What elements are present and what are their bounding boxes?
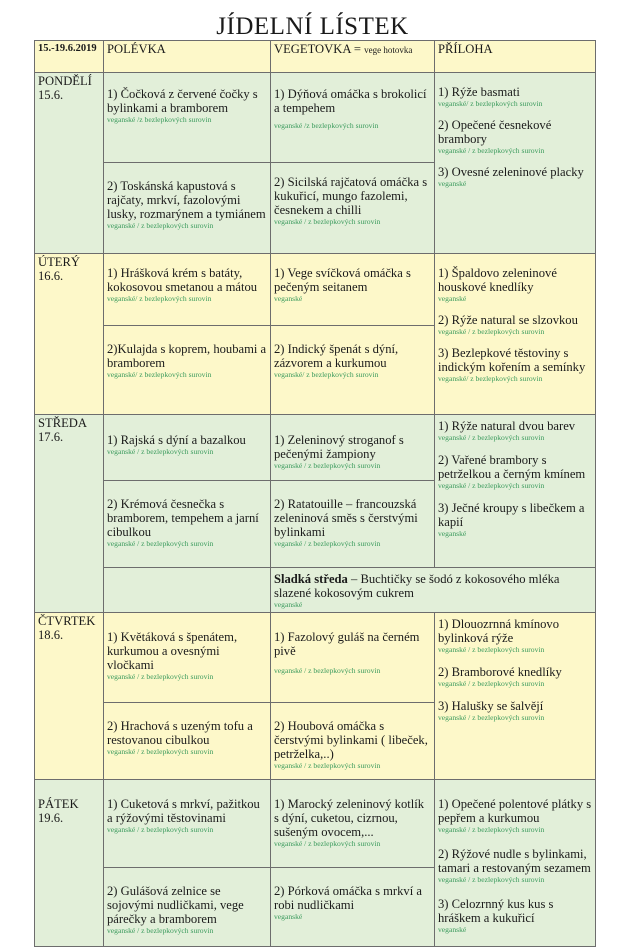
side-cell: 1) Dlouozrnná kmínovo bylinková rýže veganské / z bezlepkových surovin 2) Bramborové knedlíky veganské / z bezlepkových surovin 3) Halušky se šalvějí veganské / z bezlepkových surovin xyxy=(435,613,596,780)
main-cell: 1) Fazolový guláš na černém pivě veganské / z bezlepkových surovin xyxy=(271,613,435,703)
main-cell: 2) Ratatouille – francouzská zeleninová směs s čerstvými bylinkami veganské / z bezlepkových surovin xyxy=(271,481,435,568)
header-veg: VEGETOVKA = vege hotovka xyxy=(271,41,435,73)
soup-cell: 2) Toskánská kapustová s rajčaty, mrkví, fazolovými lusky, rozmarýnem a tymiánem veganské / z bezlepkových surovin xyxy=(104,163,271,254)
main-cell: 2) Indický špenát s dýní, zázvorem a kurkumou veganské/ z bezlepkových surovin xyxy=(271,326,435,415)
main-cell: 1) Marocký zeleninový kotlík s dýní, cuketou, cizrnou, sušeným ovocem,... veganské / z bezlepkových surovin xyxy=(271,780,435,868)
day-cell: STŘEDA 17.6. xyxy=(35,415,104,613)
side-cell: 1) Rýže natural dvou barev veganské / z bezlepkových surovin 2) Vařené brambory s petrželkou a černým kmínem veganské / z bezlepkových surovin 3) Ječné kroupy s libečkem a kapií veganské xyxy=(435,415,596,568)
day-row-friday-1 xyxy=(35,780,596,868)
side-cell: 1) Špaldovo zeleninové houskové knedlíky veganské 2) Rýže natural se slzovkou veganské / z bezlepkových surovin 3) Bezlepkové těstoviny s indickým kořením a semínky veganské/ z bezlepkových surovin xyxy=(435,254,596,415)
header-soup: POLÉVKA xyxy=(104,41,271,73)
soup-cell: 1) Rajská s dýní a bazalkou veganské / z bezlepkových surovin xyxy=(104,415,271,481)
header-side: PŘÍLOHA xyxy=(435,41,596,73)
sweet-wednesday: Sladká středa – Buchtičky se šodó z kokosového mléka slazené kokosovým cukrem veganské xyxy=(271,568,596,613)
side-cell: 1) Opečené polentové plátky s pepřem a kurkumou veganské / z bezlepkových surovin 2) Rýžové nudle s bylinkami, tamari a restovaným sezamem veganské / z bezlepkových surovin 3) Celozrnný kus kus s hráškem a kukuřicí veganské xyxy=(435,780,596,947)
main-cell: 2) Sicilská rajčatová omáčka s kukuřicí, mungo fazolemi, česnekem a chilli veganské / z bezlepkových surovin xyxy=(271,163,435,254)
sweet-wednesday-row xyxy=(35,568,596,613)
soup-cell: 2) Hrachová s uzeným tofu a restovanou cibulkou veganské / z bezlepkových surovin xyxy=(104,703,271,780)
header-row xyxy=(35,41,596,73)
day-row-wednesday-1 xyxy=(35,415,596,481)
side-cell: 1) Rýže basmati veganské/ z bezlepkových surovin 2) Opečené česnekové brambory veganské / z bezlepkových surovin 3) Ovesné zeleninové placky veganské xyxy=(435,73,596,254)
soup-cell-empty xyxy=(104,568,271,613)
main-cell: 1) Dýňová omáčka s brokolicí a tempehem veganské /z bezlepkových surovin xyxy=(271,73,435,163)
day-row-tuesday-1 xyxy=(35,254,596,326)
day-cell: ÚTERÝ 16.6. xyxy=(35,254,104,415)
page-title: JÍDELNÍ LÍSTEK xyxy=(216,13,409,40)
day-cell: ČTVRTEK 18.6. xyxy=(35,613,104,780)
soup-cell: 2)Kulajda s koprem, houbami a bramborem veganské/ z bezlepkových surovin xyxy=(104,326,271,415)
soup-cell: 2) Krémová česnečka s bramborem, tempehem a jarní cibulkou veganské / z bezlepkových surovin xyxy=(104,481,271,568)
main-cell: 1) Vege svíčková omáčka s pečeným seitanem veganské xyxy=(271,254,435,326)
soup-cell: 1) Květáková s špenátem, kurkumou a ovesnými vločkami veganské / z bezlepkových surovin xyxy=(104,613,271,703)
day-row-monday-1 xyxy=(35,73,596,163)
day-cell: PONDĚLÍ 15.6. xyxy=(35,73,104,254)
main-cell: 2) Houbová omáčka s čerstvými bylinkami ( libeček, petrželka,..) veganské / z bezlepkových surovin xyxy=(271,703,435,780)
soup-cell: 1) Hrášková krém s batáty, kokosovou smetanou a mátou veganské/ z bezlepkových surovin xyxy=(104,254,271,326)
soup-cell: 1) Čočková z červené čočky s bylinkami a bramborem veganské /z bezlepkových surovin xyxy=(104,73,271,163)
soup-cell: 2) Gulášová zelnice se sojovými nudličkami, vege párečky a bramborem veganské / z bezlepkových surovin xyxy=(104,868,271,947)
soup-cell: 1) Cuketová s mrkví, pažitkou a rýžovými těstovinami veganské / z bezlepkových surovin xyxy=(104,780,271,868)
header-dates: 15.-19.6.2019 xyxy=(35,41,104,73)
day-cell: PÁTEK 19.6. xyxy=(35,780,104,947)
day-row-thursday-1 xyxy=(35,613,596,703)
main-cell: 1) Zeleninový stroganof s pečenými žampiony veganské / z bezlepkových surovin xyxy=(271,415,435,481)
menu-table xyxy=(34,40,596,947)
main-cell: 2) Pórková omáčka s mrkví a robi nudličkami veganské xyxy=(271,868,435,947)
